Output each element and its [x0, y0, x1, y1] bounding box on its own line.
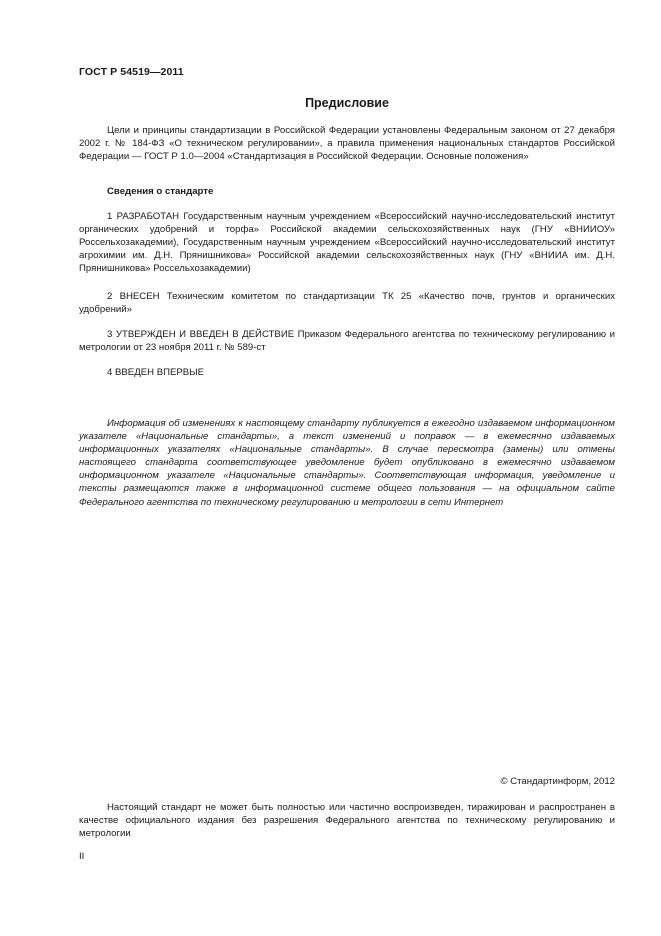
item-developed: 1 РАЗРАБОТАН Государственным научным учреждением «Всероссийский научно-исследовательский институт органических удобрений и торфа» Российской академии сельскохозяйственных наук (ГНУ «ВНИИОУ» Россельхозакадемии), Государственным научным учреждением «Всероссийский научно-исследовательский институт агрохимии им. Д.Н. Прянишникова» Российской академии сельскохозяйственных наук (ГНУ «ВНИИА им. Д.Н. Прянишникова» Россельхозакадемии): [79, 211, 615, 275]
reproduction-notice: Настоящий стандарт не может быть полностью или частично воспроизведен, тиражирован и распространен в качестве официального издания без разрешения Федерального агентства по техническому регулированию и метрологии: [79, 802, 615, 840]
document-code: ГОСТ Р 54519—2011: [79, 66, 184, 78]
page-number: II: [79, 851, 85, 862]
info-heading: Сведения о стандарте: [107, 186, 214, 197]
item-submitted: 2 ВНЕСЕН Техническим комитетом по стандартизации ТК 25 «Качество почв, грунтов и органических удобрений»: [79, 291, 615, 316]
copyright: © Стандартинформ, 2012: [500, 776, 615, 787]
page-title: Предисловие: [305, 96, 389, 110]
intro-paragraph: Цели и принципы стандартизации в Российской Федерации установлены Федеральным законом от 27 декабря 2002 г. № 184-ФЗ «О техническом регулировании», а правила применения национальных стандартов Российской Федерации — ГОСТ Р 1.0—2004 «Стандартизация в Российской Федерации. Основные положения»: [79, 125, 615, 163]
item-approved: 3 УТВЕРЖДЕН И ВВЕДЕН В ДЕЙСТВИЕ Приказом Федерального агентства по техническому регулированию и метрологии от 23 ноября 2011 г. № 589-ст: [79, 329, 615, 354]
item-first-introduced: 4 ВВЕДЕН ВПЕРВЫЕ: [107, 367, 205, 378]
notice-paragraph: Информация об изменениях к настоящему стандарту публикуется в ежегодно издаваемом информационном указателе «Национальные стандарты», а текст изменений и поправок — в ежемесячно издаваемых информационных указателях «Национальные стандарты». В случае пересмотра (замены) или отмены настоящего стандарта соответствующее уведомление будет опубликовано в ежемесячно издаваемом информационном указателе «Национальные стандарты». Соответствующая информация, уведомление и тексты размещаются также в информационной системе общего пользования — на официальном сайте Федерального агентства по техническому регулированию и метрологии в сети Интернет: [79, 418, 615, 508]
